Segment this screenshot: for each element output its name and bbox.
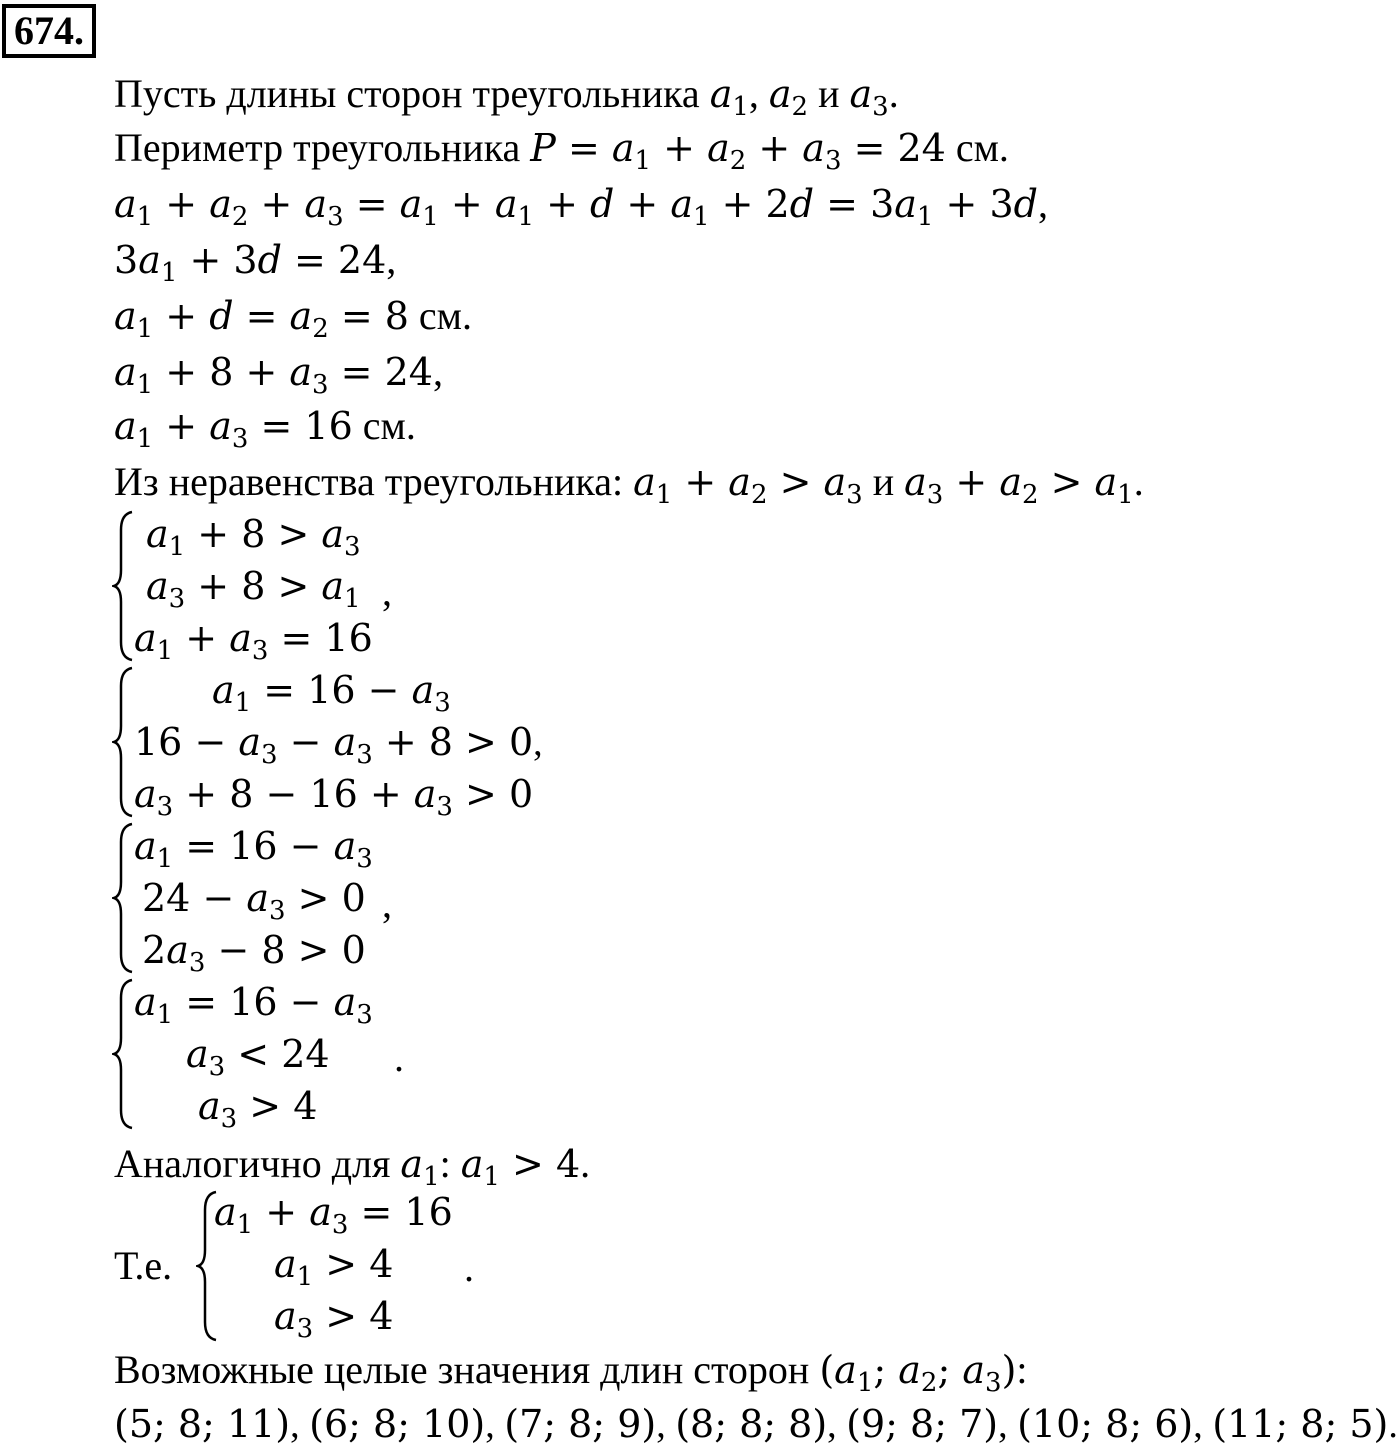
answer-item: (10; 8; 6) <box>1017 1402 1194 1446</box>
summary-row-1: $a_1 + a_3 = 16$ <box>214 1190 453 1240</box>
period: . <box>1133 459 1144 504</box>
answer-item: (7; 8; 9) <box>504 1402 657 1446</box>
summary-row-3: $a_3 > 4$ <box>274 1294 394 1344</box>
intro-text: Пусть длины сторон треугольника <box>114 71 700 116</box>
coef: 3 <box>233 238 258 282</box>
colon: : <box>1016 1347 1028 1392</box>
comma: , <box>382 881 392 926</box>
and-word: и <box>872 459 895 504</box>
period: . <box>888 71 899 116</box>
value: 24 <box>384 350 433 394</box>
perimeter-unit: см. <box>955 125 1009 170</box>
answer-item: (8; 8; 8) <box>675 1402 828 1446</box>
value: 8 <box>209 350 234 394</box>
colon: : <box>439 1141 451 1186</box>
te-label: Т.е. <box>114 1243 173 1288</box>
comma: , <box>1037 181 1048 226</box>
system-3-row-3: $2a_3 - 8 > 0$ <box>142 928 366 978</box>
equation-line-4: $3a_1 + 3d = 24$, <box>114 237 397 288</box>
perimeter-value: 24 <box>897 126 946 170</box>
curly-brace-icon <box>112 820 134 976</box>
system-4 <box>112 976 432 1132</box>
perimeter-line: Периметр треугольника $P = a_1 + a_2 + a_3 = 24$ см. <box>114 125 1009 176</box>
coef: 2 <box>765 182 790 226</box>
comma: , <box>748 71 759 116</box>
period: . <box>464 1245 474 1290</box>
system-3-row-1: $a_1 = 16 - a_3$ <box>134 824 373 874</box>
curly-brace-icon <box>112 664 134 820</box>
possible-text: Возможные целые значения длин сторон <box>114 1347 810 1392</box>
value: 16 <box>304 404 353 448</box>
coef: 3 <box>989 182 1014 226</box>
equation-line-7: $a_1 + a_3 = 16$ см. <box>114 403 416 454</box>
system-2-row-1: $a_1 = 16 - a_3$ <box>212 668 451 718</box>
answers-line: (5; 8; 11), (6; 8; 10), (7; 8; 9), (8; 8; 8), (9; 8; 7), (10; 8; 6), (11; 8; 5). <box>114 1402 1398 1446</box>
comma: , <box>432 349 443 394</box>
system-1-row-2: $a_3 + 8 > a_1$ <box>146 564 361 614</box>
perimeter-text: Периметр треугольника <box>114 125 521 170</box>
inequality-text: Из неравенства треугольника: <box>114 459 624 504</box>
equation-line-6: $a_1 + 8 + a_3 = 24$, <box>114 349 443 400</box>
answer-item: (5; 8; 11) <box>114 1402 291 1446</box>
system-4-row-1: $a_1 = 16 - a_3$ <box>134 980 373 1030</box>
and-word: и <box>818 71 840 116</box>
system-4-row-3: $a_3 > 4$ <box>198 1084 318 1134</box>
system-3-row-2: $24 - a_3 > 0$ <box>142 876 366 926</box>
curly-brace-icon <box>112 508 134 664</box>
system-1-row-3: $a_1 + a_3 = 16$ <box>134 616 373 666</box>
problem-number: 674. <box>2 4 96 58</box>
comma: , <box>533 722 543 764</box>
summary-system <box>112 1188 492 1344</box>
system-2-row-3: $a_3 + 8 - 16 + a_3 > 0$ <box>134 772 534 822</box>
period: . <box>580 1141 591 1186</box>
possible-line: Возможные целые значения длин сторон ($a_1$; $a_2$; $a_3$): <box>114 1347 1028 1398</box>
coef: 3 <box>114 238 139 282</box>
system-2-row-2: $16 - a_3 - a_3 + 8 > 0$, <box>134 720 543 770</box>
answer-item: (11; 8; 5) <box>1212 1402 1389 1446</box>
intro-line: Пусть длины сторон треугольника $a_1$, $a_2$ и $a_3$. <box>114 71 899 122</box>
answer-item: (6; 8; 10) <box>309 1402 486 1446</box>
value: 8 <box>384 294 409 338</box>
equation-line-5: $a_1 + d = a_2 = 8$ см. <box>114 293 472 344</box>
coef: 3 <box>870 182 895 226</box>
value: 24 <box>337 238 387 282</box>
system-4-row-2: $a_3 < 24$ <box>186 1032 330 1082</box>
system-1 <box>112 508 412 664</box>
unit: см. <box>418 293 472 338</box>
inequality-line: Из неравенства треугольника: $a_1 + a_2 > a_3$ и $a_3 + a_2 > a_1$. <box>114 459 1144 510</box>
system-1-row-1: $a_1 + 8 > a_3$ <box>146 512 361 562</box>
summary-row-2: $a_1 > 4$ <box>274 1242 394 1292</box>
period: . <box>394 1035 404 1080</box>
system-2 <box>112 664 572 820</box>
comma: , <box>382 569 392 614</box>
system-3 <box>112 820 412 976</box>
value: 4 <box>555 1142 581 1186</box>
sum-expansion-line: $a_1 + a_2 + a_3 = a_1 + a_1 + d + a_1 + 2d = 3a_1 + 3d$, <box>114 181 1048 232</box>
analog-line: Аналогично для $a_1$: $a_1 > 4$. <box>114 1141 591 1192</box>
analog-text: Аналогично для <box>114 1141 391 1186</box>
curly-brace-icon <box>112 976 134 1132</box>
answer-item: (9; 8; 7) <box>846 1402 999 1446</box>
comma: , <box>386 237 397 282</box>
unit: см. <box>362 403 416 448</box>
